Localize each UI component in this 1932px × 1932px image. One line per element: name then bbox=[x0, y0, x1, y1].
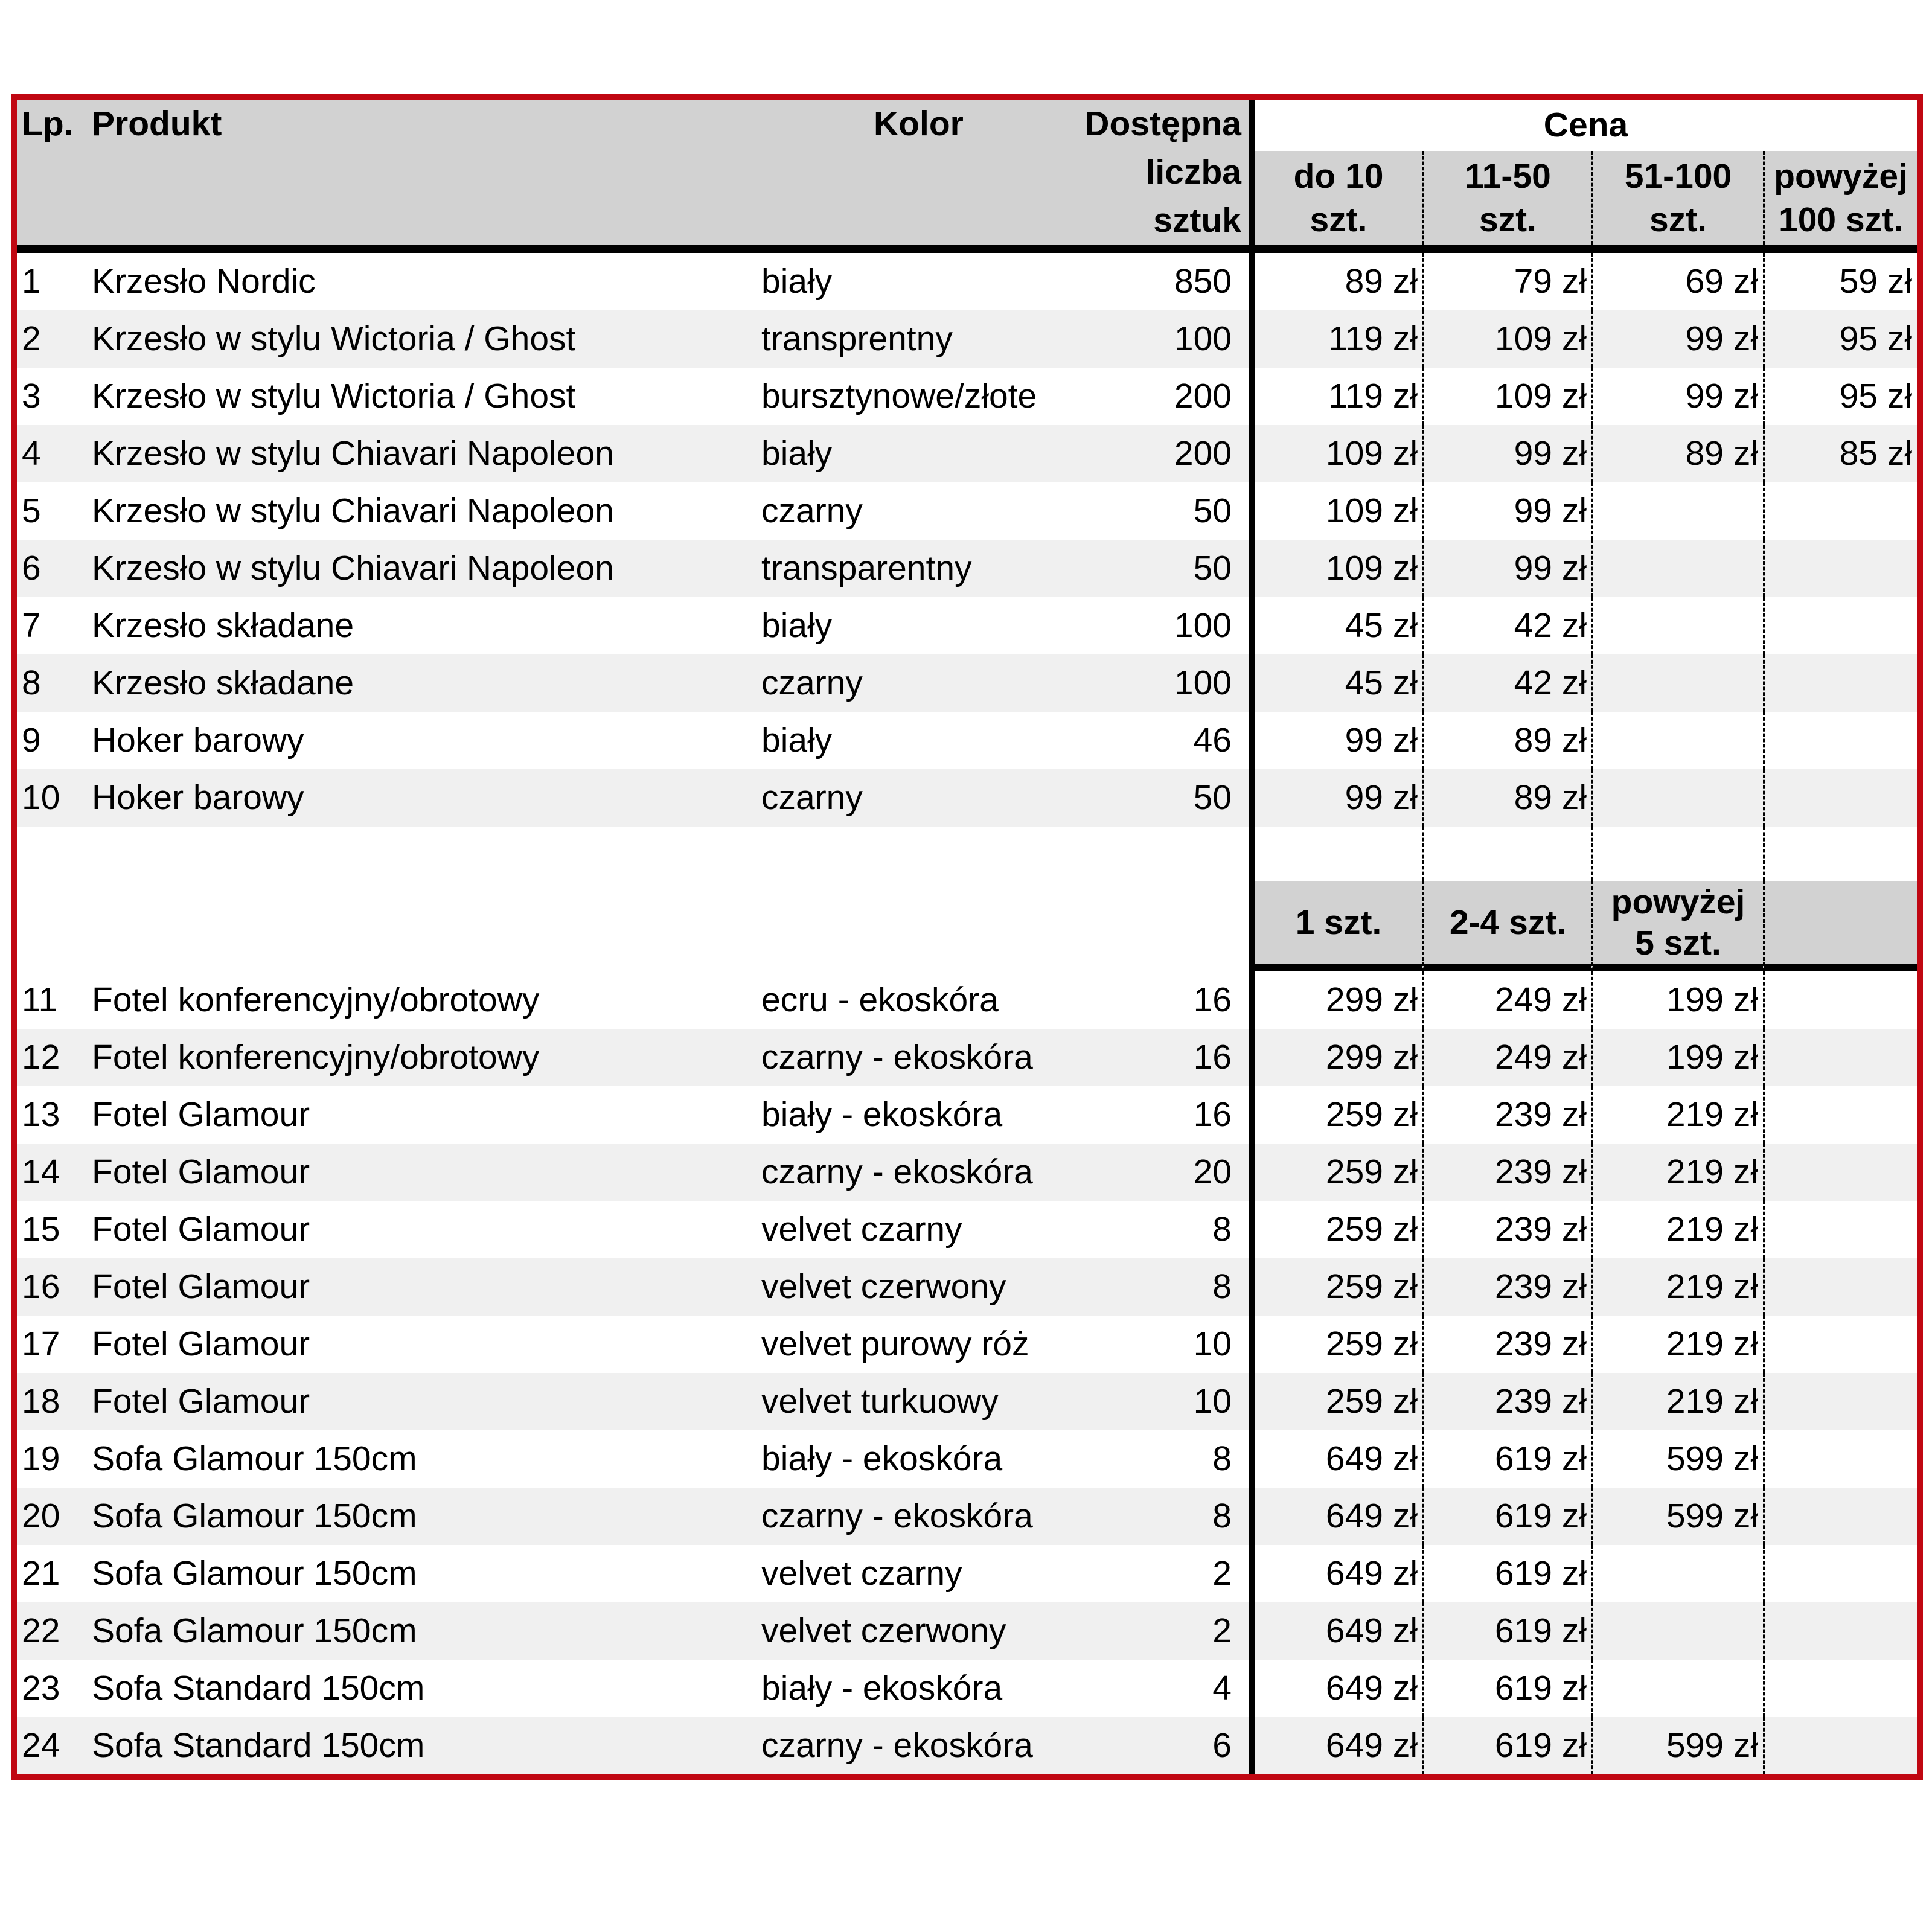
cell-price: 259 zł bbox=[1325, 1210, 1418, 1249]
cell-product: Krzesło w stylu Chiavari Napoleon bbox=[92, 549, 614, 587]
vertical-divider-line bbox=[1249, 368, 1255, 425]
vertical-divider-line bbox=[1249, 1316, 1255, 1373]
cell-price bbox=[1763, 597, 1917, 654]
cell-product: Sofa Glamour 150cm bbox=[92, 1497, 417, 1535]
cell-price: 89 zł bbox=[1422, 712, 1591, 769]
vertical-divider-line bbox=[1249, 1373, 1255, 1430]
cell-price: 89 zł bbox=[1345, 262, 1418, 301]
table-row bbox=[17, 1602, 1917, 1660]
vertical-divider-line bbox=[1249, 1660, 1255, 1717]
vertical-divider-line bbox=[1249, 654, 1255, 712]
cell-price: 95 zł bbox=[1763, 368, 1917, 425]
vertical-divider-line bbox=[1249, 425, 1255, 482]
cell-quantity: 8 bbox=[1212, 1497, 1232, 1535]
tier-label-line: 100 szt. bbox=[1779, 200, 1903, 239]
cell-product: Fotel Glamour bbox=[92, 1382, 310, 1421]
vertical-divider-line bbox=[1249, 712, 1255, 769]
cell-color: czarny bbox=[761, 491, 863, 530]
mid-tier-header-cell bbox=[1591, 881, 1763, 971]
cell-price: 219 zł bbox=[1591, 1258, 1763, 1316]
cell-price bbox=[1591, 482, 1763, 540]
rows-section-2 bbox=[17, 971, 1917, 1774]
cell-price bbox=[1763, 1717, 1917, 1774]
cell-price: 239 zł bbox=[1422, 1373, 1591, 1430]
cell-price: 85 zł bbox=[1763, 425, 1917, 482]
cell-price: 89 zł bbox=[1591, 425, 1763, 482]
cell-price: 259 zł bbox=[1325, 1325, 1418, 1363]
cell-product: Fotel Glamour bbox=[92, 1210, 310, 1249]
cell-color: czarny - ekoskóra bbox=[761, 1153, 1033, 1191]
vertical-divider-line bbox=[1249, 1258, 1255, 1316]
cell-product: Hoker barowy bbox=[92, 721, 304, 760]
cell-product: Krzesło w stylu Chiavari Napoleon bbox=[92, 434, 614, 473]
cell-quantity: 200 bbox=[1174, 434, 1232, 473]
cell-quantity: 16 bbox=[1193, 1038, 1232, 1076]
table-row bbox=[17, 1144, 1917, 1201]
rows-section-1 bbox=[17, 253, 1917, 827]
cell-price: 619 zł bbox=[1422, 1602, 1591, 1660]
vertical-divider-line bbox=[1249, 253, 1255, 310]
tier-label-line: 5 szt. bbox=[1635, 924, 1721, 962]
cell-price bbox=[1763, 1201, 1917, 1258]
cell-price bbox=[1763, 1545, 1917, 1602]
cell-price: 219 zł bbox=[1591, 1201, 1763, 1258]
cell-lp: 20 bbox=[22, 1497, 60, 1535]
vertical-divider-line bbox=[1249, 597, 1255, 654]
vertical-divider-line bbox=[1249, 1602, 1255, 1660]
col-header-qty bbox=[1054, 100, 1249, 245]
table-row bbox=[17, 1430, 1917, 1488]
cell-price bbox=[1591, 769, 1763, 827]
cell-quantity: 850 bbox=[1174, 262, 1232, 301]
mid-tier-header-cell bbox=[1422, 881, 1591, 971]
cell-quantity: 2 bbox=[1212, 1611, 1232, 1650]
cell-price bbox=[1763, 1316, 1917, 1373]
cell-price bbox=[1763, 1373, 1917, 1430]
cell-color: velvet czarny bbox=[761, 1210, 962, 1249]
cell-price: 259 zł bbox=[1325, 1267, 1418, 1306]
cell-product: Krzesło w stylu Wictoria / Ghost bbox=[92, 319, 576, 358]
cell-lp: 9 bbox=[22, 721, 41, 760]
table-row bbox=[17, 1717, 1917, 1774]
vertical-divider-line bbox=[1249, 1201, 1255, 1258]
vertical-divider-line bbox=[1249, 1430, 1255, 1488]
cell-price: 99 zł bbox=[1422, 540, 1591, 597]
cell-price bbox=[1763, 482, 1917, 540]
table-row bbox=[17, 540, 1917, 597]
vertical-divider-line bbox=[1249, 310, 1255, 368]
cell-quantity: 2 bbox=[1212, 1554, 1232, 1593]
cell-quantity: 50 bbox=[1193, 491, 1232, 530]
cell-price: 619 zł bbox=[1422, 1660, 1591, 1717]
cell-price: 69 zł bbox=[1591, 253, 1763, 310]
cell-price: 239 zł bbox=[1422, 1086, 1591, 1144]
cell-color: bursztynowe/złote bbox=[761, 377, 1037, 415]
qty-header-line: sztuk bbox=[1153, 201, 1241, 240]
cell-quantity: 20 bbox=[1193, 1153, 1232, 1191]
qty-header-line: Dostępna bbox=[1084, 104, 1241, 143]
cell-lp: 6 bbox=[22, 549, 41, 587]
table-row bbox=[17, 712, 1917, 769]
cell-product: Fotel Glamour bbox=[92, 1153, 310, 1191]
cell-color: czarny - ekoskóra bbox=[761, 1497, 1033, 1535]
tier-label-line: szt. bbox=[1479, 200, 1537, 239]
cell-lp: 11 bbox=[22, 980, 58, 1019]
cell-quantity: 10 bbox=[1193, 1382, 1232, 1421]
cell-lp: 1 bbox=[22, 262, 41, 301]
cell-price: 649 zł bbox=[1325, 1669, 1418, 1707]
cell-price: 619 zł bbox=[1422, 1717, 1591, 1774]
cell-product: Fotel konferencyjny/obrotowy bbox=[92, 980, 540, 1019]
cell-price: 259 zł bbox=[1325, 1382, 1418, 1421]
vertical-divider-line bbox=[1249, 1144, 1255, 1201]
cell-price bbox=[1763, 769, 1917, 827]
tier-label-line: 1 szt. bbox=[1295, 903, 1382, 942]
cell-product: Hoker barowy bbox=[92, 778, 304, 817]
tier-label-line: powyżej bbox=[1774, 156, 1908, 196]
cell-price bbox=[1763, 1086, 1917, 1144]
cell-price: 239 zł bbox=[1422, 1258, 1591, 1316]
cell-lp: 4 bbox=[22, 434, 41, 473]
cell-price: 219 zł bbox=[1591, 1373, 1763, 1430]
cell-quantity: 50 bbox=[1193, 549, 1232, 587]
cell-price: 199 zł bbox=[1591, 1029, 1763, 1086]
cell-price bbox=[1591, 712, 1763, 769]
tier-label-line: szt. bbox=[1310, 200, 1367, 239]
table-header bbox=[17, 100, 1917, 245]
cell-quantity: 4 bbox=[1212, 1669, 1232, 1707]
cell-price bbox=[1763, 712, 1917, 769]
price-tier-header-row bbox=[1255, 151, 1917, 245]
table-row bbox=[17, 253, 1917, 310]
cell-lp: 10 bbox=[22, 778, 60, 817]
cell-color: biały - ekoskóra bbox=[761, 1095, 1003, 1134]
cell-price: 619 zł bbox=[1422, 1430, 1591, 1488]
table-row bbox=[17, 769, 1917, 827]
cell-price bbox=[1591, 540, 1763, 597]
table-row bbox=[17, 1545, 1917, 1602]
cell-price: 109 zł bbox=[1325, 549, 1418, 587]
cell-price: 259 zł bbox=[1325, 1153, 1418, 1191]
cell-price: 109 zł bbox=[1422, 310, 1591, 368]
cell-price bbox=[1591, 597, 1763, 654]
cell-quantity: 200 bbox=[1174, 377, 1232, 415]
mid-tier-left-spacer bbox=[17, 881, 1249, 971]
cell-price: 649 zł bbox=[1325, 1611, 1418, 1650]
cell-price bbox=[1763, 1660, 1917, 1717]
cell-product: Sofa Glamour 150cm bbox=[92, 1439, 417, 1478]
cell-price: 79 zł bbox=[1422, 253, 1591, 310]
cell-color: biały bbox=[761, 434, 833, 473]
cell-color: velvet czerwony bbox=[761, 1611, 1006, 1650]
table-row bbox=[17, 654, 1917, 712]
cell-price: 119 zł bbox=[1328, 377, 1418, 415]
cell-price: 219 zł bbox=[1591, 1316, 1763, 1373]
cell-price: 239 zł bbox=[1422, 1201, 1591, 1258]
tier-label-line: 11-50 bbox=[1465, 156, 1551, 196]
cell-color: czarny - ekoskóra bbox=[761, 1038, 1033, 1076]
cell-lp: 16 bbox=[22, 1267, 60, 1306]
spacer-row bbox=[17, 827, 1917, 881]
table-row bbox=[17, 368, 1917, 425]
cell-product: Fotel konferencyjny/obrotowy bbox=[92, 1038, 540, 1076]
cell-lp: 15 bbox=[22, 1210, 60, 1249]
vertical-divider-line bbox=[1249, 540, 1255, 597]
vertical-divider-line bbox=[1249, 827, 1255, 881]
cell-lp: 18 bbox=[22, 1382, 60, 1421]
vertical-divider-line bbox=[1249, 1086, 1255, 1144]
table-row bbox=[17, 1488, 1917, 1545]
mid-tier-header-cell bbox=[1763, 881, 1917, 971]
vertical-divider-line bbox=[1249, 100, 1255, 245]
table-row bbox=[17, 1373, 1917, 1430]
cell-lp: 2 bbox=[22, 319, 41, 358]
cell-color: biały - ekoskóra bbox=[761, 1439, 1003, 1478]
cell-price bbox=[1763, 1430, 1917, 1488]
cell-color: velvet czerwony bbox=[761, 1267, 1006, 1306]
cell-lp: 14 bbox=[22, 1153, 60, 1191]
cell-quantity: 16 bbox=[1193, 1095, 1232, 1134]
cell-product: Sofa Standard 150cm bbox=[92, 1669, 425, 1707]
cell-price: 249 zł bbox=[1422, 1029, 1591, 1086]
cell-product: Sofa Glamour 150cm bbox=[92, 1554, 417, 1593]
cell-lp: 12 bbox=[22, 1038, 60, 1076]
cell-price: 45 zł bbox=[1345, 606, 1418, 645]
col-header-lp: Lp. bbox=[17, 100, 85, 245]
cell-price: 239 zł bbox=[1422, 1316, 1591, 1373]
cell-quantity: 16 bbox=[1193, 980, 1232, 1019]
qty-header-line: liczba bbox=[1145, 153, 1241, 191]
tier-label-line: szt. bbox=[1649, 200, 1707, 239]
cell-color: biały bbox=[761, 262, 833, 301]
vertical-divider-line bbox=[1249, 971, 1255, 1029]
cell-price: 119 zł bbox=[1328, 319, 1418, 358]
table-row bbox=[17, 1258, 1917, 1316]
cell-product: Sofa Standard 150cm bbox=[92, 1726, 425, 1765]
cell-price: 649 zł bbox=[1325, 1726, 1418, 1765]
cell-color: biały bbox=[761, 606, 833, 645]
mid-tier-cells bbox=[1255, 881, 1917, 971]
vertical-divider-line bbox=[1249, 1029, 1255, 1086]
cell-price bbox=[1763, 1602, 1917, 1660]
cell-quantity: 50 bbox=[1193, 778, 1232, 817]
cell-color: velvet czarny bbox=[761, 1554, 962, 1593]
table-row bbox=[17, 971, 1917, 1029]
cell-price: 299 zł bbox=[1325, 980, 1418, 1019]
cell-price: 259 zł bbox=[1325, 1095, 1418, 1134]
cell-color: velvet turkuowy bbox=[761, 1382, 999, 1421]
cell-product: Fotel Glamour bbox=[92, 1095, 310, 1134]
cell-product: Krzesło Nordic bbox=[92, 262, 316, 301]
cell-lp: 19 bbox=[22, 1439, 60, 1478]
cell-lp: 7 bbox=[22, 606, 41, 645]
cell-price: 649 zł bbox=[1325, 1439, 1418, 1478]
vertical-divider-line bbox=[1249, 1717, 1255, 1774]
cell-lp: 17 bbox=[22, 1325, 60, 1363]
cell-price: 45 zł bbox=[1345, 664, 1418, 702]
table-row bbox=[17, 1316, 1917, 1373]
cell-color: czarny bbox=[761, 664, 863, 702]
cell-color: transparentny bbox=[761, 549, 972, 587]
col-header-kolor: Kolor bbox=[758, 100, 1054, 245]
vertical-divider-line bbox=[1249, 1488, 1255, 1545]
cell-price bbox=[1763, 1488, 1917, 1545]
cell-product: Fotel Glamour bbox=[92, 1325, 310, 1363]
cell-price bbox=[1763, 971, 1917, 1029]
cell-price: 59 zł bbox=[1763, 253, 1917, 310]
cell-price: 99 zł bbox=[1422, 425, 1591, 482]
table-row bbox=[17, 310, 1917, 368]
cell-price: 599 zł bbox=[1591, 1430, 1763, 1488]
tier-label-line: do 10 bbox=[1293, 156, 1384, 196]
cell-color: czarny bbox=[761, 778, 863, 817]
table-row bbox=[17, 425, 1917, 482]
cell-price: 109 zł bbox=[1422, 368, 1591, 425]
cell-lp: 5 bbox=[22, 491, 41, 530]
tier-label-line: 2-4 szt. bbox=[1449, 903, 1567, 942]
cell-price: 99 zł bbox=[1422, 482, 1591, 540]
cell-price bbox=[1763, 1029, 1917, 1086]
cell-price: 109 zł bbox=[1325, 491, 1418, 530]
cell-price: 89 zł bbox=[1422, 769, 1591, 827]
cell-price: 239 zł bbox=[1422, 1144, 1591, 1201]
cell-lp: 8 bbox=[22, 664, 41, 702]
cell-quantity: 100 bbox=[1174, 664, 1232, 702]
mid-tier-header-cell bbox=[1255, 881, 1422, 971]
cell-lp: 23 bbox=[22, 1669, 60, 1707]
cell-price: 249 zł bbox=[1422, 971, 1591, 1029]
cell-price: 219 zł bbox=[1591, 1144, 1763, 1201]
cell-price: 619 zł bbox=[1422, 1488, 1591, 1545]
cell-price bbox=[1763, 1258, 1917, 1316]
cell-color: ecru - ekoskóra bbox=[761, 980, 999, 1019]
cell-price: 99 zł bbox=[1591, 368, 1763, 425]
cell-product: Krzesło składane bbox=[92, 664, 354, 702]
vertical-divider-line bbox=[1249, 881, 1255, 971]
table-row bbox=[17, 1660, 1917, 1717]
cell-price: 42 zł bbox=[1422, 654, 1591, 712]
cell-price: 649 zł bbox=[1325, 1554, 1418, 1593]
price-tier-header-cell bbox=[1591, 151, 1763, 245]
cell-product: Krzesło w stylu Chiavari Napoleon bbox=[92, 491, 614, 530]
cell-price bbox=[1763, 1144, 1917, 1201]
cell-price bbox=[1591, 1602, 1763, 1660]
cell-price: 109 zł bbox=[1325, 434, 1418, 473]
table-row bbox=[17, 597, 1917, 654]
col-header-produkt: Produkt bbox=[85, 100, 758, 245]
cell-product: Sofa Glamour 150cm bbox=[92, 1611, 417, 1650]
cell-price: 219 zł bbox=[1591, 1086, 1763, 1144]
mid-tier-header-row bbox=[17, 881, 1917, 971]
table-row bbox=[17, 1201, 1917, 1258]
cell-color: czarny - ekoskóra bbox=[761, 1726, 1033, 1765]
cell-lp: 24 bbox=[22, 1726, 60, 1765]
price-list-table bbox=[11, 94, 1923, 1780]
cell-price: 99 zł bbox=[1345, 721, 1418, 760]
tier-label-line: 51-100 bbox=[1624, 156, 1732, 196]
table-row bbox=[17, 1086, 1917, 1144]
cell-quantity: 46 bbox=[1193, 721, 1232, 760]
cell-price: 99 zł bbox=[1345, 778, 1418, 817]
cell-lp: 21 bbox=[22, 1554, 60, 1593]
price-header-group bbox=[1255, 100, 1917, 245]
cell-price: 99 zł bbox=[1591, 310, 1763, 368]
cell-product: Krzesło składane bbox=[92, 606, 354, 645]
cell-product: Krzesło w stylu Wictoria / Ghost bbox=[92, 377, 576, 415]
cell-price: 299 zł bbox=[1325, 1038, 1418, 1076]
cell-color: velvet purowy róż bbox=[761, 1325, 1029, 1363]
cell-price: 649 zł bbox=[1325, 1497, 1418, 1535]
table-row bbox=[17, 482, 1917, 540]
cell-price bbox=[1763, 654, 1917, 712]
cell-color: biały bbox=[761, 721, 833, 760]
cell-price: 199 zł bbox=[1591, 971, 1763, 1029]
cell-quantity: 100 bbox=[1174, 606, 1232, 645]
cell-lp: 22 bbox=[22, 1611, 60, 1650]
cell-price bbox=[1591, 1660, 1763, 1717]
cell-quantity: 10 bbox=[1193, 1325, 1232, 1363]
vertical-divider-line bbox=[1249, 482, 1255, 540]
table-row bbox=[17, 1029, 1917, 1086]
cell-price: 95 zł bbox=[1763, 310, 1917, 368]
header-divider-line bbox=[17, 245, 1917, 253]
vertical-divider-line bbox=[1249, 769, 1255, 827]
cell-quantity: 8 bbox=[1212, 1439, 1232, 1478]
cell-quantity: 8 bbox=[1212, 1267, 1232, 1306]
cell-price bbox=[1591, 654, 1763, 712]
cell-product: Fotel Glamour bbox=[92, 1267, 310, 1306]
price-tier-header-cell bbox=[1255, 151, 1422, 245]
cell-price bbox=[1763, 540, 1917, 597]
cell-price: 619 zł bbox=[1422, 1545, 1591, 1602]
col-header-cena: Cena bbox=[1255, 100, 1917, 151]
price-tier-header-cell bbox=[1422, 151, 1591, 245]
cell-price: 599 zł bbox=[1591, 1488, 1763, 1545]
tier-label-line: powyżej bbox=[1611, 883, 1745, 921]
cell-lp: 3 bbox=[22, 377, 41, 415]
cell-quantity: 6 bbox=[1212, 1726, 1232, 1765]
cell-quantity: 100 bbox=[1174, 319, 1232, 358]
cell-price: 599 zł bbox=[1591, 1717, 1763, 1774]
price-tier-header-cell bbox=[1763, 151, 1917, 245]
cell-price bbox=[1591, 1545, 1763, 1602]
cell-price: 42 zł bbox=[1422, 597, 1591, 654]
cell-color: transprentny bbox=[761, 319, 953, 358]
cell-quantity: 8 bbox=[1212, 1210, 1232, 1249]
cell-lp: 13 bbox=[22, 1095, 60, 1134]
vertical-divider-line bbox=[1249, 1545, 1255, 1602]
cell-color: biały - ekoskóra bbox=[761, 1669, 1003, 1707]
